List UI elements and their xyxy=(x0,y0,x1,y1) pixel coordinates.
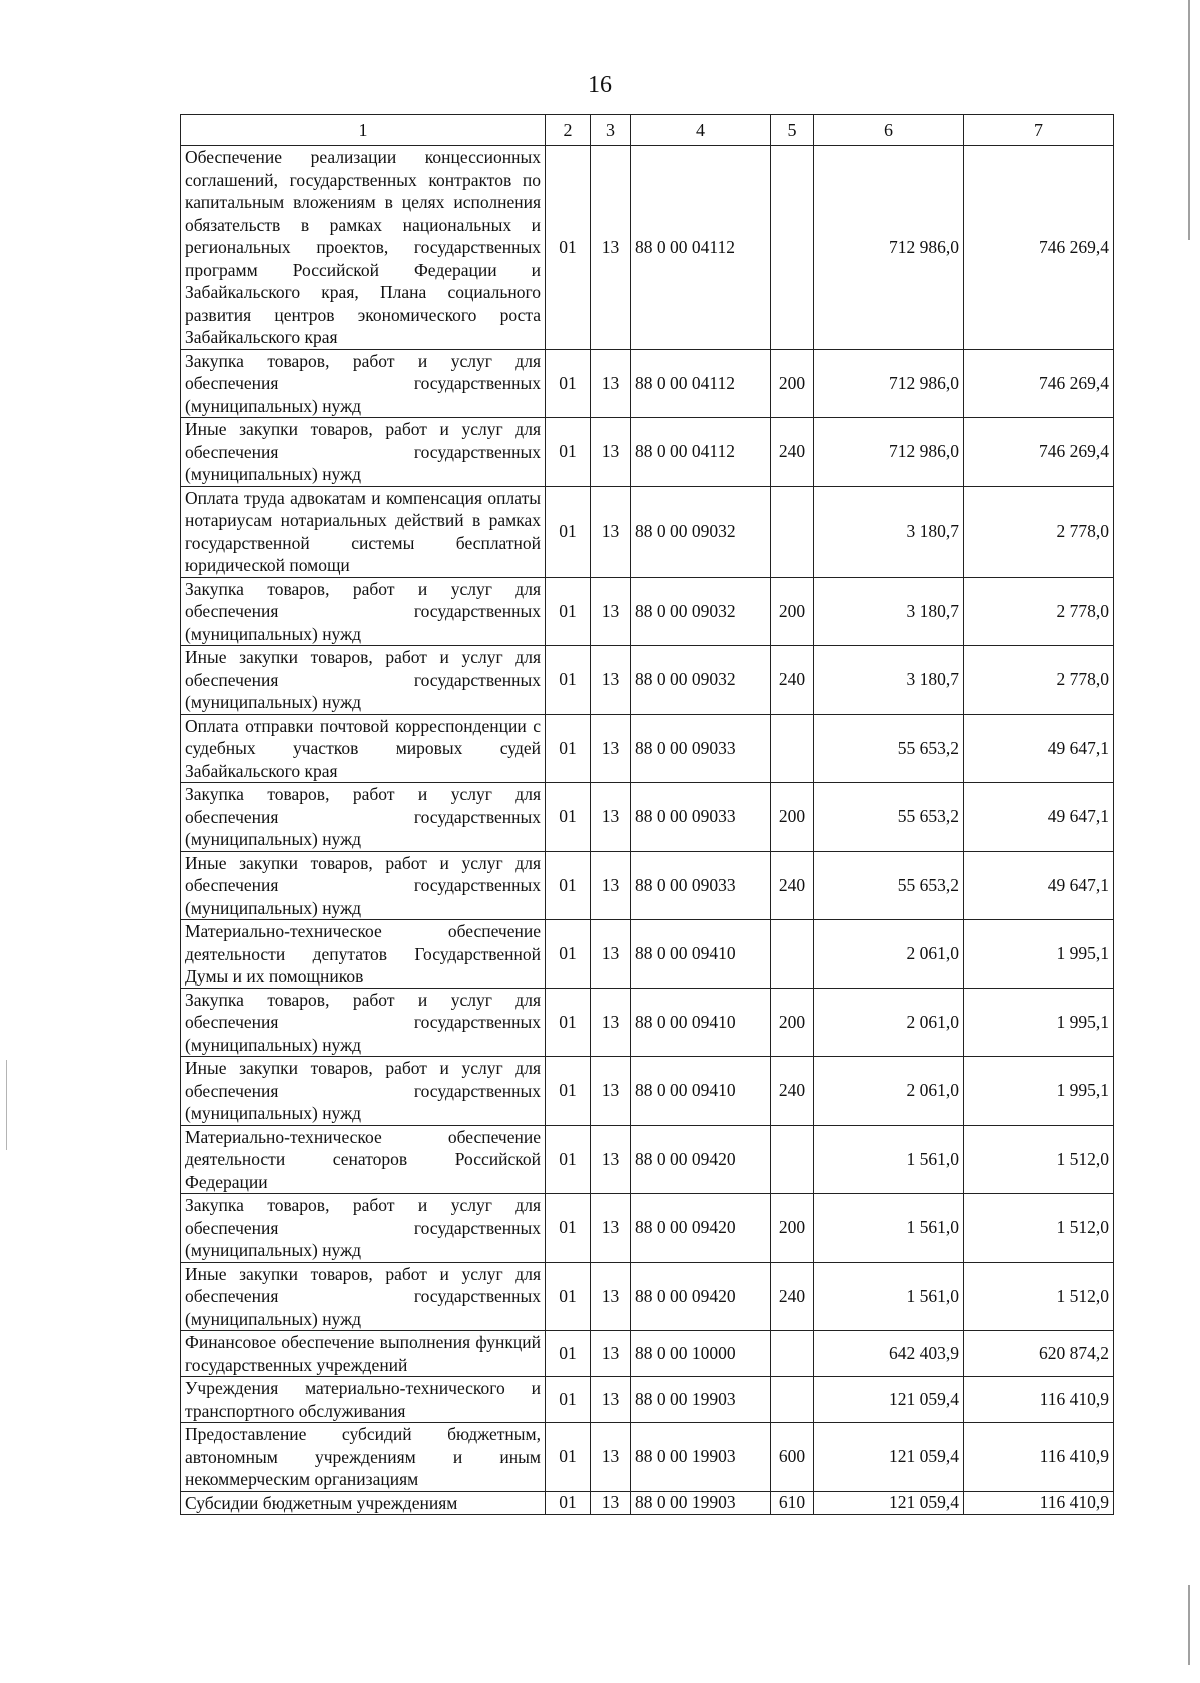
expense-type-cell: 200 xyxy=(771,783,814,852)
sum-year-2-cell: 1 512,0 xyxy=(964,1125,1114,1194)
sum-year-1-cell: 3 180,7 xyxy=(814,486,964,577)
table-row xyxy=(181,1194,1114,1263)
table-row xyxy=(181,1491,1114,1515)
sum-year-1-cell: 121 059,4 xyxy=(814,1377,964,1423)
sum-year-1-cell: 55 653,2 xyxy=(814,714,964,783)
section-cell: 01 xyxy=(546,714,591,783)
sum-year-2-cell: 2 778,0 xyxy=(964,486,1114,577)
sum-year-2-cell: 1 512,0 xyxy=(964,1194,1114,1263)
row-name-cell: Субсидии бюджетным учреждениям xyxy=(181,1491,546,1515)
target-article-cell: 88 0 00 09033 xyxy=(631,783,771,852)
subsection-cell: 13 xyxy=(591,577,631,646)
target-article-cell: 88 0 00 19903 xyxy=(631,1377,771,1423)
section-cell: 01 xyxy=(546,783,591,852)
row-name-cell: Иные закупки товаров, работ и услуг для обеспечения государственных (муниципальных) нужд xyxy=(181,1262,546,1331)
header-cell: 5 xyxy=(771,115,814,146)
sum-year-1-cell: 121 059,4 xyxy=(814,1491,964,1515)
subsection-cell: 13 xyxy=(591,1057,631,1126)
scan-margin-line xyxy=(1188,0,1190,240)
target-article-cell: 88 0 00 19903 xyxy=(631,1491,771,1515)
section-cell: 01 xyxy=(546,486,591,577)
table-row xyxy=(181,1125,1114,1194)
row-name-cell: Иные закупки товаров, работ и услуг для обеспечения государственных (муниципальных) нужд xyxy=(181,646,546,715)
row-name-cell: Закупка товаров, работ и услуг для обеспечения государственных (муниципальных) нужд xyxy=(181,577,546,646)
header-cell: 4 xyxy=(631,115,771,146)
sum-year-1-cell: 642 403,9 xyxy=(814,1331,964,1377)
table-row xyxy=(181,783,1114,852)
sum-year-2-cell: 116 410,9 xyxy=(964,1377,1114,1423)
expense-type-cell: 240 xyxy=(771,646,814,715)
header-cell: 2 xyxy=(546,115,591,146)
sum-year-2-cell: 116 410,9 xyxy=(964,1491,1114,1515)
section-cell: 01 xyxy=(546,1491,591,1515)
row-name-cell: Предоставление субсидий бюджетным, автономным учреждениям и иным некоммерческим организациям xyxy=(181,1423,546,1492)
expense-type-cell xyxy=(771,146,814,350)
sum-year-2-cell: 1 995,1 xyxy=(964,988,1114,1057)
expense-type-cell: 610 xyxy=(771,1491,814,1515)
scan-margin-line xyxy=(1188,1585,1190,1665)
target-article-cell: 88 0 00 10000 xyxy=(631,1331,771,1377)
target-article-cell: 88 0 00 09410 xyxy=(631,920,771,989)
sum-year-2-cell: 746 269,4 xyxy=(964,349,1114,418)
sum-year-2-cell: 746 269,4 xyxy=(964,418,1114,487)
row-name-cell: Финансовое обеспечение выполнения функций государственных учреждений xyxy=(181,1331,546,1377)
expense-type-cell: 200 xyxy=(771,988,814,1057)
target-article-cell: 88 0 00 04112 xyxy=(631,349,771,418)
target-article-cell: 88 0 00 09410 xyxy=(631,988,771,1057)
table-row xyxy=(181,486,1114,577)
sum-year-2-cell: 116 410,9 xyxy=(964,1423,1114,1492)
section-cell: 01 xyxy=(546,1057,591,1126)
target-article-cell: 88 0 00 09032 xyxy=(631,646,771,715)
expense-type-cell xyxy=(771,920,814,989)
table-row xyxy=(181,920,1114,989)
table-row xyxy=(181,349,1114,418)
sum-year-1-cell: 55 653,2 xyxy=(814,851,964,920)
budget-table xyxy=(180,114,1114,1515)
sum-year-1-cell: 3 180,7 xyxy=(814,577,964,646)
section-cell: 01 xyxy=(546,1423,591,1492)
target-article-cell: 88 0 00 09033 xyxy=(631,714,771,783)
table-row xyxy=(181,577,1114,646)
subsection-cell: 13 xyxy=(591,1377,631,1423)
section-cell: 01 xyxy=(546,920,591,989)
sum-year-1-cell: 2 061,0 xyxy=(814,988,964,1057)
target-article-cell: 88 0 00 09420 xyxy=(631,1262,771,1331)
header-cell: 1 xyxy=(181,115,546,146)
target-article-cell: 88 0 00 04112 xyxy=(631,146,771,350)
row-name-cell: Иные закупки товаров, работ и услуг для обеспечения государственных (муниципальных) нужд xyxy=(181,851,546,920)
target-article-cell: 88 0 00 04112 xyxy=(631,418,771,487)
row-name-cell: Иные закупки товаров, работ и услуг для обеспечения государственных (муниципальных) нужд xyxy=(181,1057,546,1126)
expense-type-cell: 200 xyxy=(771,349,814,418)
target-article-cell: 88 0 00 09420 xyxy=(631,1194,771,1263)
row-name-cell: Материально-техническое обеспечение деятельности сенаторов Российской Федерации xyxy=(181,1125,546,1194)
sum-year-1-cell: 2 061,0 xyxy=(814,920,964,989)
expense-type-cell: 600 xyxy=(771,1423,814,1492)
sum-year-1-cell: 55 653,2 xyxy=(814,783,964,852)
subsection-cell: 13 xyxy=(591,349,631,418)
subsection-cell: 13 xyxy=(591,1491,631,1515)
expense-type-cell: 200 xyxy=(771,1194,814,1263)
row-name-cell: Материально-техническое обеспечение деятельности депутатов Государственной Думы и их помощников xyxy=(181,920,546,989)
row-name-cell: Закупка товаров, работ и услуг для обеспечения государственных (муниципальных) нужд xyxy=(181,988,546,1057)
section-cell: 01 xyxy=(546,1125,591,1194)
table-row xyxy=(181,646,1114,715)
sum-year-1-cell: 1 561,0 xyxy=(814,1125,964,1194)
sum-year-2-cell: 620 874,2 xyxy=(964,1331,1114,1377)
section-cell: 01 xyxy=(546,349,591,418)
row-name-cell: Закупка товаров, работ и услуг для обеспечения государственных (муниципальных) нужд xyxy=(181,783,546,852)
subsection-cell: 13 xyxy=(591,486,631,577)
target-article-cell: 88 0 00 09410 xyxy=(631,1057,771,1126)
row-name-cell: Закупка товаров, работ и услуг для обеспечения государственных (муниципальных) нужд xyxy=(181,1194,546,1263)
expense-type-cell: 200 xyxy=(771,577,814,646)
table-row xyxy=(181,988,1114,1057)
sum-year-2-cell: 1 995,1 xyxy=(964,920,1114,989)
section-cell: 01 xyxy=(546,418,591,487)
section-cell: 01 xyxy=(546,1331,591,1377)
subsection-cell: 13 xyxy=(591,988,631,1057)
header-cell: 7 xyxy=(964,115,1114,146)
table-row xyxy=(181,1331,1114,1377)
subsection-cell: 13 xyxy=(591,920,631,989)
sum-year-1-cell: 2 061,0 xyxy=(814,1057,964,1126)
row-name-cell: Иные закупки товаров, работ и услуг для обеспечения государственных (муниципальных) нужд xyxy=(181,418,546,487)
target-article-cell: 88 0 00 09033 xyxy=(631,851,771,920)
expense-type-cell: 240 xyxy=(771,851,814,920)
table-row xyxy=(181,418,1114,487)
target-article-cell: 88 0 00 19903 xyxy=(631,1423,771,1492)
table-row xyxy=(181,714,1114,783)
sum-year-2-cell: 2 778,0 xyxy=(964,646,1114,715)
target-article-cell: 88 0 00 09032 xyxy=(631,577,771,646)
row-name-cell: Оплата труда адвокатам и компенсация оплаты нотариусам нотариальных действий в рамках государственной системы бесплатной юридической помощи xyxy=(181,486,546,577)
section-cell: 01 xyxy=(546,577,591,646)
page-number: 16 xyxy=(588,72,612,98)
sum-year-1-cell: 712 986,0 xyxy=(814,146,964,350)
table-row xyxy=(181,1377,1114,1423)
subsection-cell: 13 xyxy=(591,783,631,852)
section-cell: 01 xyxy=(546,851,591,920)
expense-type-cell: 240 xyxy=(771,1057,814,1126)
section-cell: 01 xyxy=(546,1377,591,1423)
table-row xyxy=(181,1057,1114,1126)
target-article-cell: 88 0 00 09032 xyxy=(631,486,771,577)
row-name-cell: Обеспечение реализации концессионных соглашений, государственных контрактов по капитальным вложениям в целях исполнения обязательств в рамках национальных и региональных проектов, государственных программ Российской Федерации и Забайкальского края, Плана социального развития центров экономического роста Забайкальского края xyxy=(181,146,546,350)
table-row xyxy=(181,1423,1114,1492)
subsection-cell: 13 xyxy=(591,646,631,715)
expense-type-cell xyxy=(771,486,814,577)
sum-year-2-cell: 49 647,1 xyxy=(964,783,1114,852)
subsection-cell: 13 xyxy=(591,1125,631,1194)
header-row xyxy=(181,115,1114,146)
sum-year-2-cell: 49 647,1 xyxy=(964,714,1114,783)
target-article-cell: 88 0 00 09420 xyxy=(631,1125,771,1194)
sum-year-2-cell: 1 995,1 xyxy=(964,1057,1114,1126)
section-cell: 01 xyxy=(546,1194,591,1263)
table-row xyxy=(181,1262,1114,1331)
subsection-cell: 13 xyxy=(591,1423,631,1492)
row-name-cell: Оплата отправки почтовой корреспонденции с судебных участков мировых судей Забайкальского края xyxy=(181,714,546,783)
subsection-cell: 13 xyxy=(591,1331,631,1377)
header-cell: 6 xyxy=(814,115,964,146)
sum-year-1-cell: 712 986,0 xyxy=(814,418,964,487)
expense-type-cell xyxy=(771,1331,814,1377)
table-body xyxy=(181,146,1114,1515)
expense-type-cell xyxy=(771,714,814,783)
section-cell: 01 xyxy=(546,1262,591,1331)
table-row xyxy=(181,851,1114,920)
section-cell: 01 xyxy=(546,646,591,715)
header-cell: 3 xyxy=(591,115,631,146)
section-cell: 01 xyxy=(546,988,591,1057)
sum-year-2-cell: 49 647,1 xyxy=(964,851,1114,920)
subsection-cell: 13 xyxy=(591,418,631,487)
sum-year-2-cell: 2 778,0 xyxy=(964,577,1114,646)
sum-year-1-cell: 121 059,4 xyxy=(814,1423,964,1492)
sum-year-1-cell: 3 180,7 xyxy=(814,646,964,715)
expense-type-cell xyxy=(771,1377,814,1423)
sum-year-2-cell: 1 512,0 xyxy=(964,1262,1114,1331)
expense-type-cell xyxy=(771,1125,814,1194)
expense-type-cell: 240 xyxy=(771,418,814,487)
sum-year-2-cell: 746 269,4 xyxy=(964,146,1114,350)
sum-year-1-cell: 1 561,0 xyxy=(814,1194,964,1263)
subsection-cell: 13 xyxy=(591,1194,631,1263)
table-row xyxy=(181,146,1114,350)
row-name-cell: Учреждения материально-технического и транспортного обслуживания xyxy=(181,1377,546,1423)
section-cell: 01 xyxy=(546,146,591,350)
subsection-cell: 13 xyxy=(591,714,631,783)
row-name-cell: Закупка товаров, работ и услуг для обеспечения государственных (муниципальных) нужд xyxy=(181,349,546,418)
subsection-cell: 13 xyxy=(591,146,631,350)
expense-type-cell: 240 xyxy=(771,1262,814,1331)
scan-margin-line xyxy=(6,1060,7,1150)
subsection-cell: 13 xyxy=(591,851,631,920)
sum-year-1-cell: 712 986,0 xyxy=(814,349,964,418)
sum-year-1-cell: 1 561,0 xyxy=(814,1262,964,1331)
subsection-cell: 13 xyxy=(591,1262,631,1331)
